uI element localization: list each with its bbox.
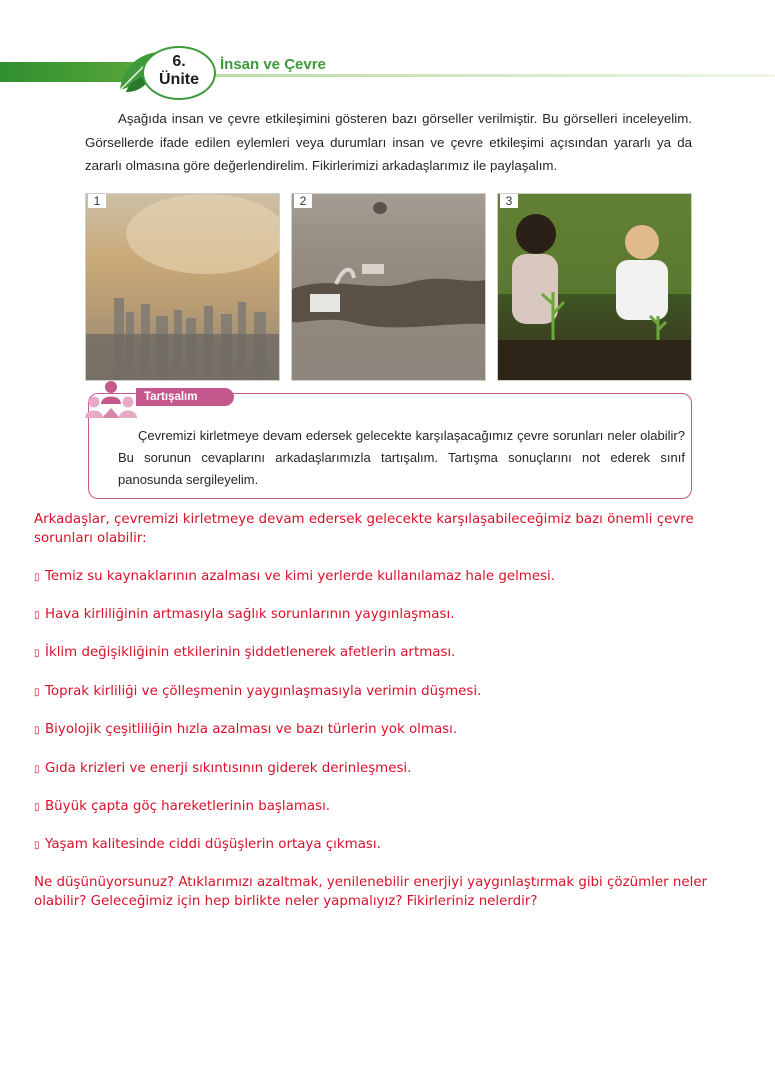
bullet-glyph: ▯	[34, 840, 40, 851]
bullet-glyph: ▯	[34, 802, 40, 813]
planting-children-icon	[498, 194, 691, 380]
photo-number: 3	[500, 194, 518, 208]
bullet-glyph: ▯	[34, 725, 40, 736]
water-pollution-icon	[292, 194, 485, 380]
answer-item: ▯ Biyolojik çeşitliliğin hızla azalması ve bazı türlerin yok olması.	[34, 720, 457, 740]
photo-number: 2	[294, 194, 312, 208]
photo-children-planting	[497, 193, 692, 381]
answer-item: ▯ Büyük çapta göç hareketlerinin başlaması.	[34, 797, 330, 817]
answer-item: ▯ İklim değişikliğinin etkilerinin şiddetlenerek afetlerin artması.	[34, 643, 455, 663]
bullet-glyph: ▯	[34, 764, 40, 775]
answer-item: ▯ Toprak kirliliği ve çölleşmenin yaygınlaşmasıyla verimin düşmesi.	[34, 682, 481, 702]
photo-number: 1	[88, 194, 106, 208]
bullet-glyph: ▯	[34, 610, 40, 621]
bullet-glyph: ▯	[34, 687, 40, 698]
discussion-people-icon	[84, 378, 138, 422]
page-title: İnsan ve Çevre	[220, 56, 326, 73]
answer-item: ▯ Gıda krizleri ve enerji sıkıntısının giderek derinleşmesi.	[34, 759, 411, 779]
intro-paragraph: Aşağıda insan ve çevre etkileşimini gösteren bazı görseller verilmiştir. Bu görselleri inceleyelim. Görsellerde ifade edilen eylemleri veya durumları insan ve çevre etkileşimi açısından yararlı ya da zararlı olmasına göre değerlendirelim. Fikirlerimizi arkadaşlarımız ile paylaşalım.	[85, 111, 692, 173]
unit-number: 6.	[172, 53, 186, 70]
answer-item: ▯ Temiz su kaynaklarının azalması ve kimi yerlerde kullanılamaz hale gelmesi.	[34, 567, 555, 587]
discussion-text: Çevremizi kirletmeye devam edersek gelecekte karşılaşacağımız çevre sorunları neler olabilir? Bu sorunun cevaplarını arkadaşlarımızla tartışalım. Tartışma sonuçlarını not ederek sınıf panosunda sergileyelim.	[118, 428, 685, 487]
answer-item: ▯ Yaşam kalitesinde ciddi düşüşlerin ortaya çıkması.	[34, 835, 381, 855]
bullet-glyph: ▯	[34, 648, 40, 659]
photo-polluted-city	[85, 193, 280, 381]
header-divider-line	[215, 74, 775, 77]
city-skyline-icon	[86, 194, 279, 380]
discussion-tag: Tartışalım	[136, 388, 234, 406]
answer-intro: Arkadaşlar, çevremizi kirletmeye devam edersek gelecekte karşılaşabileceğimiz bazı önemli çevre sorunları olabilir:	[34, 512, 694, 546]
answer-closing: Ne düşünüyorsunuz? Atıklarımızı azaltmak, yenilenebilir enerjiyi yaygınlaştırmak gibi çözümler neler olabilir? Geleceğimiz için hep birlikte neler yapmalıyız? Fikirleriniz nelerdir?	[34, 875, 708, 909]
photo-polluted-water	[291, 193, 486, 381]
unit-badge	[142, 46, 216, 100]
answer-item: ▯ Hava kirliliğinin artmasıyla sağlık sorunlarının yaygınlaşması.	[34, 605, 454, 625]
unit-label: Ünite	[159, 71, 199, 88]
bullet-glyph: ▯	[34, 572, 40, 583]
